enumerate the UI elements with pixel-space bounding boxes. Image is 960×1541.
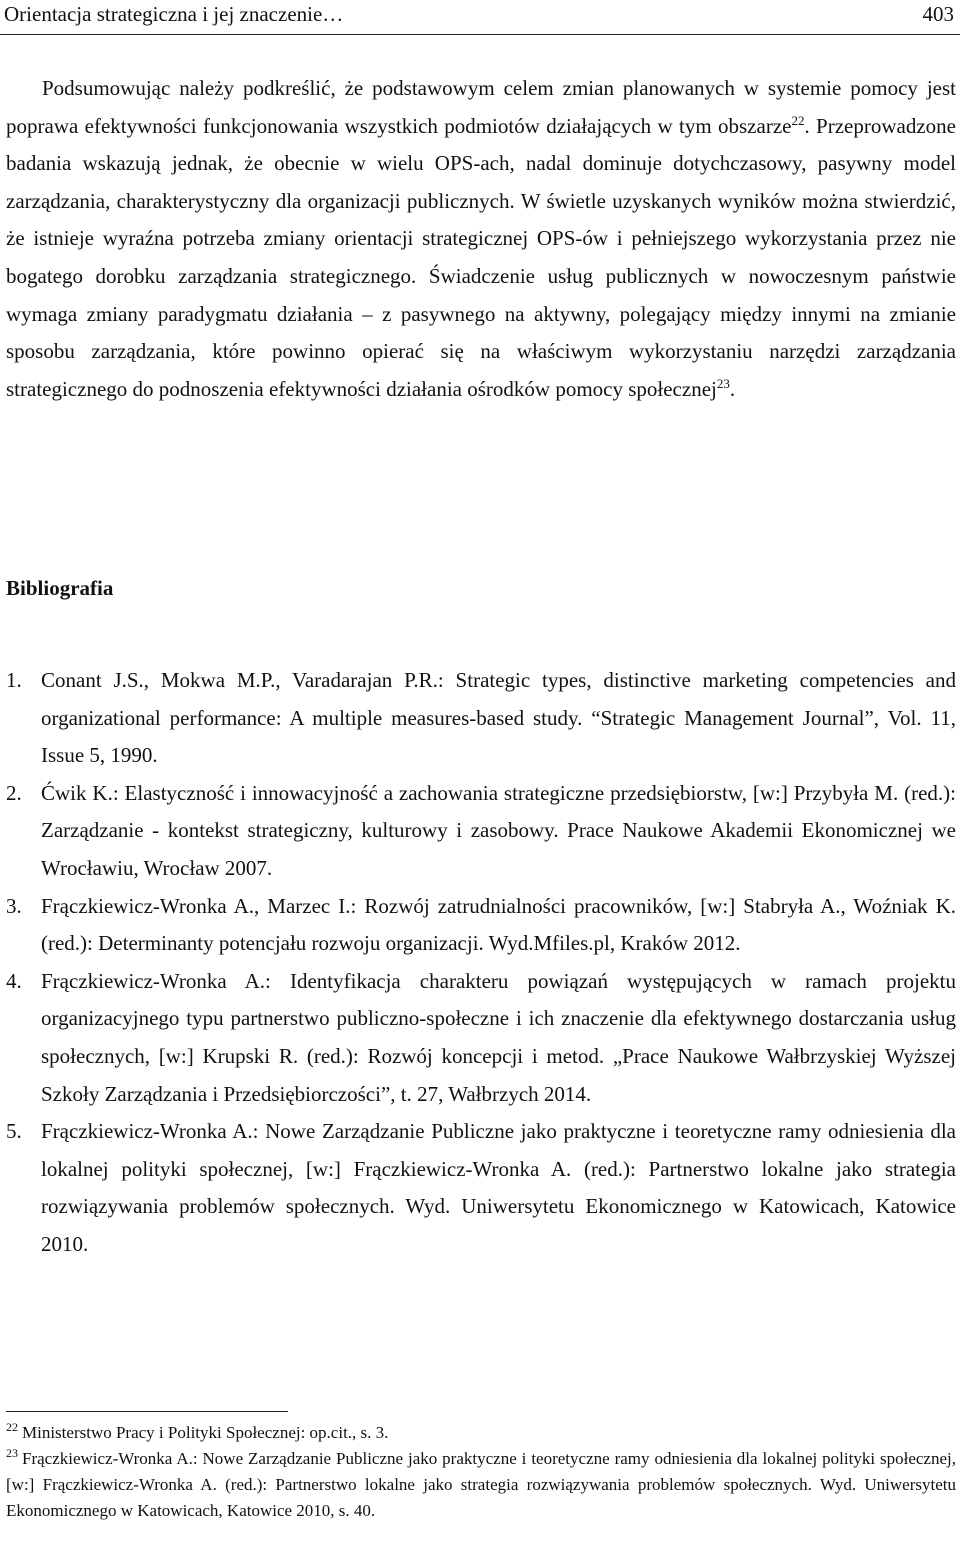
bibliography-entry-number: 5. bbox=[6, 1119, 22, 1144]
footnote-separator bbox=[6, 1411, 288, 1412]
bibliography-entry-number: 4. bbox=[6, 968, 22, 993]
footnote-23 bbox=[6, 1446, 956, 1524]
body-text-part-2: . Przeprowadzone badania wskazują jednak, że obecnie w wielu OPS-ach, nadal dominuje dotychczasowy, pasywny model zarządzania, charakterystyczny dla organizacji publicznych. W świetle uzyskanych wyników można stwierdzić, że istnieje wyraźna potrzeba zmiany orientacji strategicznej OPS-ów i pełniejszego wykorzystania przez nie bogatego dorobku zarządzania strategicznego. Świadczenie usług publicznych w nowoczesnym państwie wymaga zmiany paradygmatu działania – z pasywnego na aktywny, polegający między innymi na zmianie sposobu zarządzania, które powinno opierać się na właściwym wykorzystaniu narzędzi zarządzania strategicznego do podnoszenia efektywności działania ośrodków pomocy społecznej bbox=[6, 113, 956, 401]
body-text-part-1: Podsumowując należy podkreślić, że podstawowym celem zmian planowanych w systemie pomocy jest poprawa efektywności funkcjonowania wszystkich podmiotów działających w tym obszarze bbox=[6, 76, 956, 138]
body-text-part-3: . bbox=[729, 376, 736, 401]
bibliography-entry bbox=[6, 888, 956, 963]
bibliography-entry bbox=[6, 1113, 956, 1263]
bibliography-entry-text: Ćwik K.: Elastyczność i innowacyjność a zachowania strategiczne przedsiębiorstw, [w:] Przybyła M. (red.): Zarządzanie - kontekst strategiczny, kulturowy i zasobowy. Prace Naukowe Akademii Ekonomicznej we Wrocławiu, Wrocław 2007. bbox=[41, 780, 956, 880]
footnote-ref-23: 23 bbox=[716, 375, 730, 391]
bibliography-entry bbox=[6, 662, 956, 775]
running-header bbox=[0, 0, 960, 35]
bibliography-entry-text: Frączkiewicz-Wronka A.: Identyfikacja charakteru powiązań występujących w ramach projektu organizacyjnego typu partnerstwo publiczno-społeczne i ich znaczenie dla efektywnego dostarczania usług społecznych, [w:] Krupski R. (red.): Rozwój koncepcji i metod. „Prace Naukowe Wałbrzyskiej Wyższej Szkoły Zarządzania i Przedsiębiorczości”, t. 27, Wałbrzych 2014. bbox=[41, 968, 956, 1106]
bibliography-entry-text: Conant J.S., Mokwa M.P., Varadarajan P.R.: Strategic types, distinctive marketing competencies and organizational performance: A multiple measures-based study. “Strategic Management Journal”, Vol. 11, Issue 5, 1990. bbox=[41, 668, 956, 768]
footnote-text: Ministerstwo Pracy i Polityki Społecznej: op.cit., s. 3. bbox=[22, 1423, 389, 1442]
bibliography-list bbox=[6, 662, 956, 1264]
footnote-number: 23 bbox=[6, 1446, 18, 1460]
body-text bbox=[6, 70, 956, 408]
footnotes bbox=[6, 1420, 956, 1524]
footnote-number: 22 bbox=[6, 1420, 18, 1434]
running-title: Orientacja strategiczna i jej znaczenie… bbox=[4, 2, 344, 26]
bibliography-entry-number: 2. bbox=[6, 780, 22, 805]
body-paragraph bbox=[6, 70, 956, 408]
bibliography-entry bbox=[6, 775, 956, 888]
footnote-ref-22: 22 bbox=[791, 112, 805, 128]
bibliography-entry-text: Frączkiewicz-Wronka A.: Nowe Zarządzanie Publiczne jako praktyczne i teoretyczne ramy odniesienia dla lokalnej polityki społecznej, [w:] Frączkiewicz-Wronka A. (red.): Partnerstwo lokalne jako strategia rozwiązywania problemów społecznych. Wyd. Uniwersytetu Ekonomicznego w Katowicach, Katowice 2010. bbox=[41, 1119, 956, 1256]
page-number: 403 bbox=[922, 2, 954, 26]
bibliography-entry bbox=[6, 963, 956, 1113]
bibliography-entry-number: 1. bbox=[6, 668, 22, 692]
footnote-22 bbox=[6, 1420, 956, 1446]
footnote-text: Frączkiewicz-Wronka A.: Nowe Zarządzanie Publiczne jako praktyczne i teoretyczne ramy odniesienia dla lokalnej polityki społecznej, [w:] Frączkiewicz-Wronka A. (red.): Partnerstwo lokalne jako strategia rozwiązywania problemów społecznych. Wyd. Uniwersytetu Ekonomicznego w Katowicach, Katowice 2010, s. 40. bbox=[6, 1449, 956, 1520]
bibliography-entry-number: 3. bbox=[6, 893, 22, 918]
bibliography-entry-text: Frączkiewicz-Wronka A., Marzec I.: Rozwój zatrudnialności pracowników, [w:] Stabryła A., Woźniak K. (red.): Determinanty potencjału rozwoju organizacji. Wyd.Mfiles.pl, Kraków 2012. bbox=[41, 893, 956, 956]
bibliography-heading: Bibliografia bbox=[6, 576, 114, 600]
